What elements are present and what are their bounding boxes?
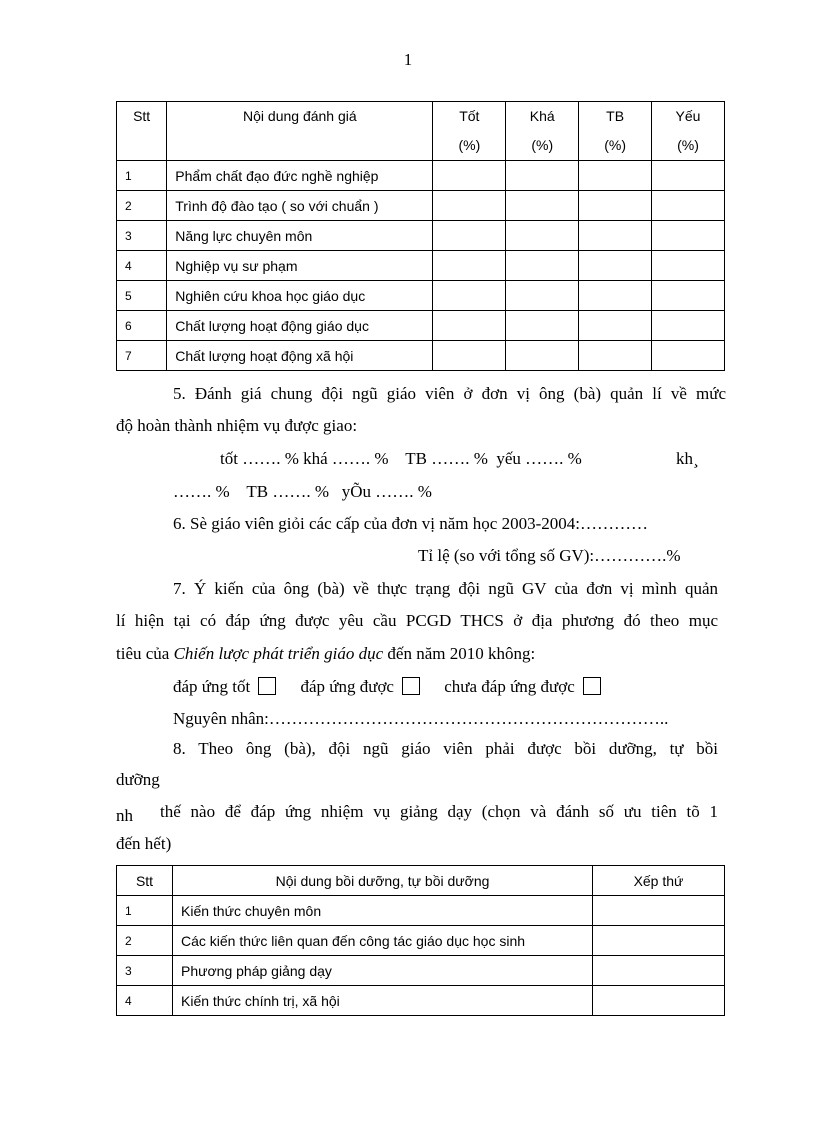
row-content: Kiến thức chính trị, xã hội [173, 986, 593, 1016]
cell-tb[interactable] [579, 251, 652, 281]
page-number: 1 [403, 50, 413, 69]
row-stt: 3 [117, 956, 173, 986]
cell-tot[interactable] [433, 341, 506, 371]
q7-reason: Nguyên nhân:…………………………………………………………….. [173, 709, 669, 728]
table-row [117, 926, 725, 956]
q5-line1: 5. Đánh giá chung đội ngũ giáo viên ở đơn vị ông (bà) quản lí về mức [173, 384, 726, 403]
q8-line2: dưỡng [116, 770, 160, 789]
cell-kha[interactable] [506, 281, 579, 311]
table-row [117, 311, 725, 341]
cell-kha[interactable] [506, 191, 579, 221]
cell-tot[interactable] [433, 251, 506, 281]
cell-yeu[interactable] [652, 191, 725, 221]
option-label: đáp ứng được [300, 677, 394, 696]
cell-tb[interactable] [579, 341, 652, 371]
q5-line4: ……. % TB ……. % yÕu ……. % [173, 482, 432, 501]
row-content: Phương pháp giảng dạy [173, 956, 593, 986]
q7-line3: tiêu của Chiến lược phát triển giáo dục đến năm 2010 không: [116, 644, 536, 663]
cell-rank[interactable] [593, 956, 725, 986]
q8-line4: đến hết) [116, 834, 172, 853]
q7-options [173, 671, 601, 703]
row-content: Kiến thức chuyên môn [173, 896, 593, 926]
evaluation-table [116, 101, 725, 371]
row-content: Các kiến thức liên quan đến công tác giáo dục học sinh [173, 926, 593, 956]
row-stt: 7 [117, 341, 167, 371]
row-content: Chất lượng hoạt động xã hội [167, 341, 433, 371]
cell-yeu[interactable] [652, 161, 725, 191]
row-content: Nghiệp vụ sư phạm [167, 251, 433, 281]
row-content: Năng lực chuyên môn [167, 221, 433, 251]
row-stt: 2 [117, 926, 173, 956]
cell-tot[interactable] [433, 311, 506, 341]
table-row [117, 191, 725, 221]
row-stt: 5 [117, 281, 167, 311]
cell-tb[interactable] [579, 161, 652, 191]
cell-tot[interactable] [433, 221, 506, 251]
table-row [117, 281, 725, 311]
cell-yeu[interactable] [652, 251, 725, 281]
option-label: chưa đáp ứng được [444, 677, 575, 696]
cell-yeu[interactable] [652, 311, 725, 341]
header-stt: Stt [117, 102, 167, 161]
table-header-row [117, 866, 725, 896]
header-content: Nội dung đánh giá [167, 102, 433, 161]
header-tot: Tốt (%) [433, 102, 506, 161]
row-stt: 4 [117, 251, 167, 281]
row-stt: 3 [117, 221, 167, 251]
cell-yeu[interactable] [652, 221, 725, 251]
row-content: Nghiên cứu khoa học giáo dục [167, 281, 433, 311]
cell-tot[interactable] [433, 281, 506, 311]
cell-tot[interactable] [433, 161, 506, 191]
row-stt: 1 [117, 161, 167, 191]
cell-rank[interactable] [593, 896, 725, 926]
table-row [117, 221, 725, 251]
cell-kha[interactable] [506, 161, 579, 191]
row-content: Phẩm chất đạo đức nghề nghiệp [167, 161, 433, 191]
row-content: Trình độ đào tạo ( so với chuẩn ) [167, 191, 433, 221]
cell-tb[interactable] [579, 281, 652, 311]
table-row [117, 986, 725, 1016]
cell-rank[interactable] [593, 926, 725, 956]
cell-tb[interactable] [579, 221, 652, 251]
header-content: Nội dung bồi dưỡng, tự bồi dưỡng [173, 866, 593, 896]
table-header-row [117, 102, 725, 161]
row-stt: 2 [117, 191, 167, 221]
q8-line3: thế nào để đáp ứng nhiệm vụ giảng dạy (chọn và đánh số ưu tiên tõ 1 [160, 802, 718, 821]
header-rank: Xếp thứ [593, 866, 725, 896]
table-row [117, 956, 725, 986]
header-tb: TB (%) [579, 102, 652, 161]
q7-line1: 7. Ý kiến của ông (bà) về thực trạng đội ngũ GV của đơn vị mình quản [173, 579, 718, 598]
cell-kha[interactable] [506, 311, 579, 341]
table-row [117, 251, 725, 281]
checkbox-dap-ung-tot[interactable] [258, 677, 276, 695]
cell-kha[interactable] [506, 251, 579, 281]
checkbox-dap-ung-duoc[interactable] [402, 677, 420, 695]
table-row [117, 896, 725, 926]
q8-line1: 8. Theo ông (bà), đội ngũ giáo viên phải được bồi dưỡng, tự bồi [173, 739, 718, 758]
cell-tot[interactable] [433, 191, 506, 221]
row-content: Chất lượng hoạt động giáo dục [167, 311, 433, 341]
header-kha: Khá (%) [506, 102, 579, 161]
q6-line1: 6. Sè giáo viên giỏi các cấp của đơn vị năm học 2003-2004:………… [173, 514, 648, 533]
table-row [117, 161, 725, 191]
option-label: đáp ứng tốt [173, 677, 251, 696]
q5-line3: tốt ……. % khá ……. % TB ……. % yếu ……. % [220, 449, 582, 468]
cell-kha[interactable] [506, 221, 579, 251]
q6-line2: Tỉ lệ (so với tổng số GV):………….% [418, 546, 681, 565]
q7-line2: lí hiện tại có đáp ứng được yêu cầu PCGD THCS ở địa phương đó theo mục [116, 611, 718, 630]
cell-yeu[interactable] [652, 341, 725, 371]
q8-line3-prefix: nh [116, 806, 133, 825]
table-row [117, 341, 725, 371]
header-stt: Stt [117, 866, 173, 896]
cell-yeu[interactable] [652, 281, 725, 311]
training-table [116, 865, 725, 1016]
cell-kha[interactable] [506, 341, 579, 371]
q5-line3b: kh¸ [676, 449, 699, 468]
row-stt: 1 [117, 896, 173, 926]
cell-rank[interactable] [593, 986, 725, 1016]
cell-tb[interactable] [579, 311, 652, 341]
header-yeu: Yếu (%) [652, 102, 725, 161]
q5-line2: độ hoàn thành nhiệm vụ được giao: [116, 416, 358, 435]
checkbox-chua-dap-ung[interactable] [583, 677, 601, 695]
cell-tb[interactable] [579, 191, 652, 221]
row-stt: 4 [117, 986, 173, 1016]
row-stt: 6 [117, 311, 167, 341]
